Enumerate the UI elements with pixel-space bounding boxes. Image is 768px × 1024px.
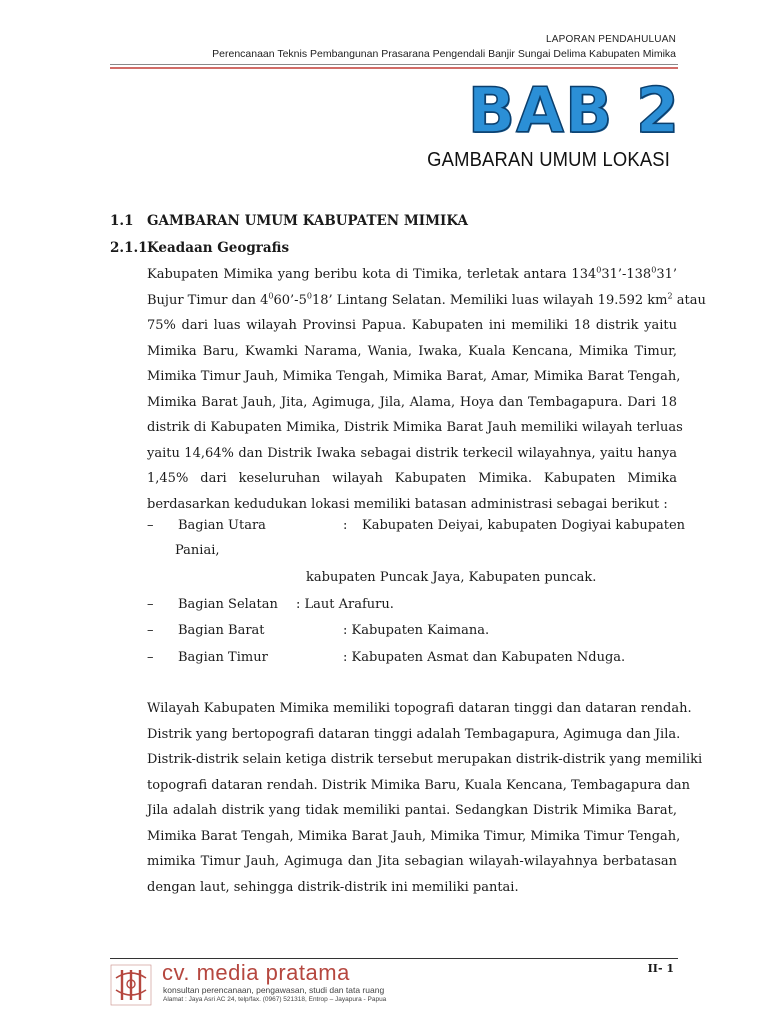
- paragraph-topography: [147, 696, 703, 900]
- paragraph-line: Mimika Barat Jauh, Jita, Agimuga, Jila, Alama, Hoya dan Tembagapura. Dari 18: [147, 394, 677, 410]
- bullet-value: Kabupaten Deiyai, kabupaten Dogiyai kabupaten: [362, 518, 686, 533]
- paragraph-line: yaitu 14,64% dan Distrik Iwaka sebagai distrik terkecil wilayahnya, yaitu hanya: [147, 445, 677, 461]
- section-title: GAMBARAN UMUM KABUPATEN MIMIKA: [147, 213, 469, 229]
- header-divider: [110, 64, 678, 65]
- section-number: 1.1: [110, 213, 134, 229]
- header-divider-accent: [110, 67, 678, 69]
- subsection-title: Keadaan Geografis: [147, 240, 290, 256]
- paragraph-line: 75% dari luas wilayah Provinsi Papua. Kabupaten ini memiliki 18 distrik yaitu: [147, 318, 677, 333]
- footer-divider: [110, 958, 678, 959]
- company-name: cv. media pratama: [162, 960, 350, 985]
- paragraph-line: Jila adalah distrik yang tidak memiliki pantai. Sedangkan Distrik Mimika Barat,: [147, 803, 677, 818]
- paragraph-geography: [147, 262, 706, 517]
- header-report-type: LAPORAN PENDAHULUAN: [546, 34, 676, 45]
- paragraph-line: Distrik yang bertopografi dataran tinggi adalah Tembagapura, Agimuga dan Jila.: [147, 726, 681, 742]
- bullet-label: Bagian Selatan: [178, 597, 278, 612]
- paragraph-line: Mimika Baru, Kwamki Narama, Wania, Iwaka, Kuala Kencana, Mimika Timur,: [147, 343, 677, 359]
- company-logo-icon: [110, 964, 152, 1006]
- page-number: II- 1: [647, 962, 674, 975]
- paragraph-line: 1,45% dari keseluruhan wilayah Kabupaten Mimika. Kabupaten Mimika: [147, 471, 677, 486]
- paragraph-line: Distrik-distrik selain ketiga distrik tersebut merupakan distrik-distrik yang memiliki: [147, 752, 703, 767]
- paragraph-line: Mimika Barat Tengah, Mimika Barat Jauh, Mimika Timur, Mimika Timur Tengah,: [147, 828, 681, 844]
- bullet-label: Bagian Timur: [178, 650, 268, 665]
- paragraph-line: Mimika Timur Jauh, Mimika Tengah, Mimika Barat, Amar, Mimika Barat Tengah,: [147, 369, 681, 384]
- bullet-utara-cont2: kabupaten Puncak Jaya, Kabupaten puncak.: [306, 570, 597, 585]
- paragraph-line: berdasarkan kedudukan lokasi memiliki batasan administrasi sebagai berikut :: [147, 496, 668, 512]
- paragraph-line: mimika Timur Jauh, Agimuga dan Jita sebagian wilayah-wilayahnya berbatasan: [147, 854, 677, 869]
- bullet-label: Bagian Utara: [178, 518, 266, 533]
- company-address: Alamat : Jaya Asri AC 24, telp/fax. (0967) 521318, Entrop – Jayapura - Papua: [163, 996, 387, 1003]
- header-project-title: Perencanaan Teknis Pembangunan Prasarana Pengendali Banjir Sungai Delima Kabupaten Mimika: [212, 48, 676, 60]
- subsection-number: 2.1.1: [110, 240, 148, 256]
- bullet-dash: –: [147, 650, 154, 665]
- bullet-value: : Kabupaten Asmat dan Kabupaten Nduga.: [343, 650, 626, 665]
- bullet-value: : Kabupaten Kaimana.: [343, 623, 490, 638]
- paragraph-line: Bujur Timur dan $4^060’-5^018$’ Lintang Selatan. Memiliki luas wilayah 19.592 $km^2$ atau: [147, 291, 706, 308]
- bullet-value: : Laut Arafuru.: [296, 597, 394, 612]
- bullet-label: Bagian Barat: [178, 623, 265, 638]
- bullet-dash: –: [147, 623, 154, 638]
- subsection-heading: [110, 240, 289, 256]
- paragraph-line: dengan laut, sehingga distrik-distrik ini memiliki pantai.: [147, 879, 519, 895]
- bullet-utara-cont: Paniai,: [175, 543, 220, 558]
- chapter-label: BAB 2: [467, 74, 680, 147]
- paragraph-line: Kabupaten Mimika yang beribu kota di Timika, terletak antara $134^031’-138^031$’: [147, 265, 677, 282]
- bullet-dash: –: [147, 518, 154, 533]
- paragraph-line: topografi dataran rendah. Distrik Mimika Baru, Kuala Kencana, Tembagapura dan: [147, 777, 691, 793]
- company-tagline: konsultan perencanaan, pengawasan, studi dan tata ruang: [163, 985, 385, 995]
- bullet-separator: :: [343, 518, 348, 533]
- section-heading: [110, 213, 468, 229]
- chapter-title: GAMBARAN UMUM LOKASI: [427, 149, 670, 171]
- paragraph-line: distrik di Kabupaten Mimika, Distrik Mimika Barat Jauh memiliki wilayah terluas: [147, 420, 683, 435]
- paragraph-line: Wilayah Kabupaten Mimika memiliki topografi dataran tinggi dan dataran rendah.: [147, 701, 692, 716]
- bullet-dash: –: [147, 597, 154, 612]
